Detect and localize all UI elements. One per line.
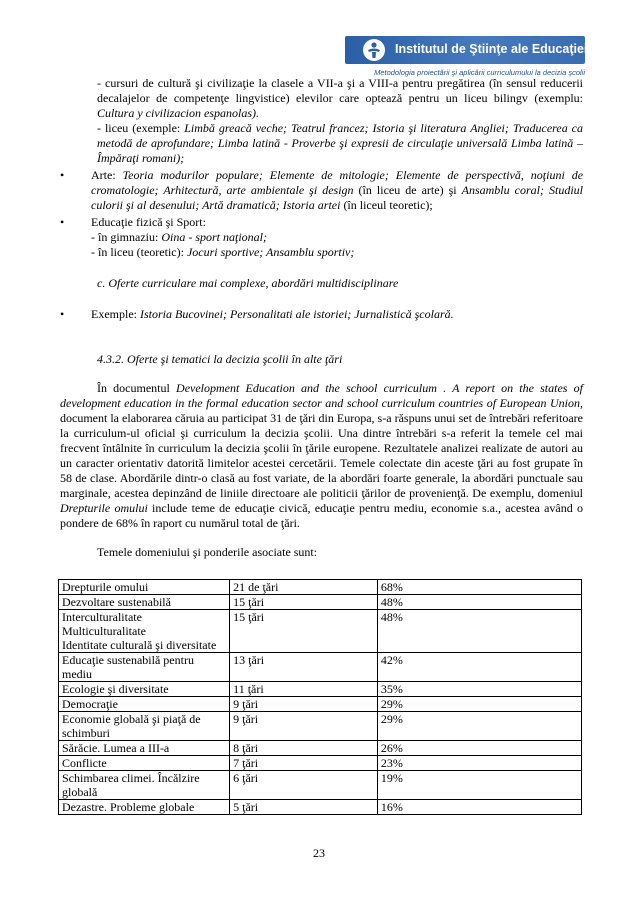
countries-cell: 6 ţări <box>230 771 378 800</box>
intro-item-gimnaziu: - cursuri de cultură şi civilizaţie la clasele a VII-a şi a VIII-a pentru pregătirea (în sensul reducerii decalajelor de competenţe lingvistice) elevilor care optează pentru un liceu bilingv (exemplu: Cultura y civilizacion espanolas). <box>97 76 583 120</box>
theme-cell: Drepturile omului <box>59 580 230 595</box>
theme-cell: Dezvoltare sustenabilă <box>59 595 230 610</box>
table-row <box>59 580 582 595</box>
table-intro: Temele domeniului şi ponderile asociate sunt: <box>97 545 318 559</box>
countries-cell: 11 ţări <box>230 682 378 697</box>
table-row <box>59 800 582 815</box>
share-cell: 29% <box>377 712 581 741</box>
countries-cell: 13 ţări <box>230 653 378 682</box>
page-header <box>345 36 588 77</box>
share-cell: 35% <box>377 682 581 697</box>
theme-cell: Ecologie şi diversitate <box>59 682 230 697</box>
bullet-exemple: • Exemple: Istoria Bucovinei; Personalitati ale istoriei; Jurnalistică şcolară. <box>60 307 454 321</box>
institute-logo-banner <box>345 36 588 64</box>
header-subtitle: Metodologia proiectării şi aplicării curriculumului la decizia şcolii <box>374 68 585 77</box>
theme-cell: Educaţie sustenabilă pentru mediu <box>59 653 230 682</box>
table-row <box>59 610 582 653</box>
table-row <box>59 682 582 697</box>
share-cell: 68% <box>377 580 581 595</box>
page-body <box>60 76 583 560</box>
share-cell: 19% <box>377 771 581 800</box>
share-cell: 26% <box>377 741 581 756</box>
share-cell: 23% <box>377 756 581 771</box>
theme-cell: Economie globală şi piaţă de schimburi <box>59 712 230 741</box>
countries-cell: 9 ţări <box>230 697 378 712</box>
bullet-icon: • <box>60 168 65 182</box>
theme-cell: Dezastre. Probleme globale <box>59 800 230 815</box>
table-row <box>59 595 582 610</box>
table-row <box>59 771 582 800</box>
countries-cell: 9 ţări <box>230 712 378 741</box>
countries-cell: 8 ţări <box>230 741 378 756</box>
table-row <box>59 712 582 741</box>
share-cell: 48% <box>377 610 581 653</box>
share-cell: 16% <box>377 800 581 815</box>
themes-table <box>58 579 582 815</box>
countries-cell: 21 de ţări <box>230 580 378 595</box>
theme-cell: Sărăcie. Lumea a III-a <box>59 741 230 756</box>
share-cell: 29% <box>377 697 581 712</box>
page-number: 23 <box>313 846 325 860</box>
countries-cell: 5 ţări <box>230 800 378 815</box>
table-row <box>59 741 582 756</box>
intro-item-liceu: - liceu (exemple: Limbă greacă veche; Teatrul francez; Istoria şi literatura Angliei; Traducerea ca metodă de aprofundare; Limba latină - Proverbe şi expresii de circulaţie universală Limba latină – Împăraţi romani); <box>97 121 583 165</box>
bullet-sport: • Educaţie fizică şi Sport: - în gimnaziu: Oina - sport naţional; - în liceu (teoretic): Jocuri sportive; Ansamblu sportiv; <box>60 215 355 259</box>
theme-cell: Conflicte <box>59 756 230 771</box>
bullet-icon: • <box>60 307 65 321</box>
institute-name: Institutul de Ştiinţe ale Educaţiei <box>395 42 588 56</box>
table-row <box>59 653 582 682</box>
bullet-icon: • <box>60 215 65 229</box>
theme-cell: Democraţie <box>59 697 230 712</box>
section-c-heading: c. Oferte curriculare mai complexe, abordări multidisciplinare <box>97 276 399 290</box>
share-cell: 48% <box>377 595 581 610</box>
main-paragraph: În documentul Development Education and the school curriculum . A report on the states of development education in the formal education sector and school curriculum countries of European Union, document la elaborarea căruia au participat 31 de ţări din Europa, s-a răspuns unui set de întrebări referitoare la curriculum-ul oficial şi curriculum la decizia şcolii. Una dintre întrebări s-a referit la temele cel mai frecvent întâlnite în curriculum la decizia şcolii în ţările europene. Rezultatele analizei realizate de autori au un caracter orientativ datorită limitelor acestei cercetării. Temele colectate din aceste ţări au fost grupate în 58 de clase. Abordările dintr-o clasă au fost variate, de la abordări foarte generale, la abordări punctuale sau marginale, acestea depinzând de liniile directoare ale politicii ţărilor de provenienţă. De exemplu, domeniul Drepturile omului include teme de educaţie civică, educaţie pentru mediu, economie s.a., acestea având o pondere de 68% în raport cu numărul total de ţări. <box>60 381 583 530</box>
institute-logo-icon <box>363 39 385 61</box>
section-heading: 4.3.2. Oferte şi tematici la decizia şcolii în alte ţări <box>97 352 343 366</box>
theme-cell: Interculturalitate Multiculturalitate Identitate culturală şi diversitate <box>59 610 230 653</box>
theme-cell: Schimbarea climei. Încălzire globală <box>59 771 230 800</box>
bullet-arte: • Arte: Teoria modurilor populare; Elemente de mitologie; Elemente de perspectivă, noţiuni de cromatologie; Arhitectură, arte ambientale şi design (în liceu de arte) şi Ansamblu coral; Studiul culorii şi al desenului; Artă dramatică; Istoria artei (în liceul teoretic); <box>60 168 584 212</box>
share-cell: 42% <box>377 653 581 682</box>
countries-cell: 15 ţări <box>230 610 378 653</box>
table-row <box>59 756 582 771</box>
countries-cell: 7 ţări <box>230 756 378 771</box>
table-row <box>59 697 582 712</box>
countries-cell: 15 ţări <box>230 595 378 610</box>
